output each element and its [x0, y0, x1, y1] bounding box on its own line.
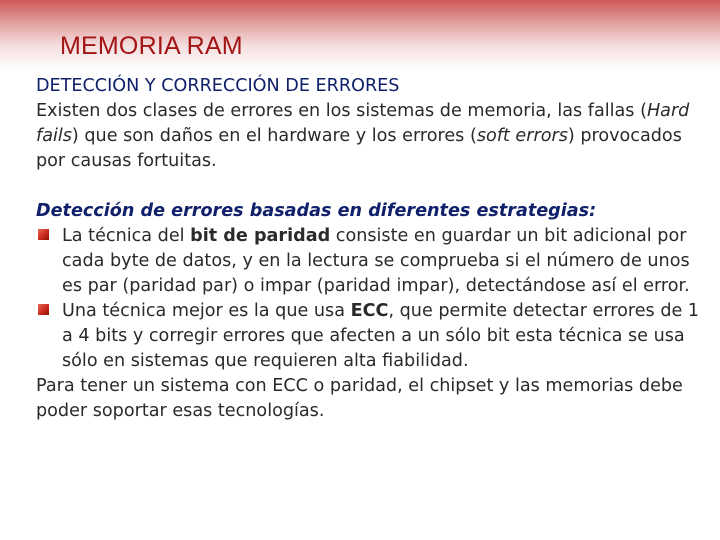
slide-title: MEMORIA RAM [60, 32, 243, 60]
ecc-bold-term: ECC [350, 301, 389, 321]
intro-text-5: ) provocados por causas fortuitas. [36, 126, 682, 171]
parity-text-after: consiste en guardar un bit adicional por cada byte de datos, y en la lectura se comprueba si el número de unos es par (paridad par) o impar (paridad impar), detectándose así el error. [62, 226, 690, 296]
intro-text-1: Existen dos clases de errores en los sistemas de memoria, las fallas ( [36, 101, 647, 121]
ecc-text-after: , que permite detectar errores de 1 a 4 bits y corregir errores que afecten a un sólo bit esta técnica se usa sólo en sistemas que requieren alta fiabilidad. [62, 301, 700, 371]
parity-text-before: La técnica del [62, 226, 191, 246]
slide-content [36, 74, 710, 424]
intro-paragraph [36, 99, 710, 174]
intro-soft-errors: soft errors [476, 126, 568, 146]
strategies-list [36, 224, 710, 374]
ecc-text-before: Una técnica mejor es la que usa [62, 301, 351, 321]
intro-hard-fails: Hard fails [36, 101, 690, 146]
square-bullet-icon [38, 304, 49, 315]
square-bullet-icon [38, 229, 49, 240]
section-heading: DETECCIÓN Y CORRECCIÓN DE ERRORES [36, 76, 400, 96]
list-item-parity [36, 224, 710, 299]
strategies-heading: Detección de errores basadas en diferentes estrategias: [36, 201, 597, 221]
parity-bold-term: bit de paridad [190, 226, 331, 246]
closing-paragraph: Para tener un sistema con ECC o paridad, el chipset y las memorias debe poder soportar esas tecnologías. [36, 376, 683, 421]
list-item-ecc [36, 299, 710, 374]
paragraph-spacer [36, 174, 710, 199]
intro-text-3: ) que son daños en el hardware y los errores ( [71, 126, 477, 146]
